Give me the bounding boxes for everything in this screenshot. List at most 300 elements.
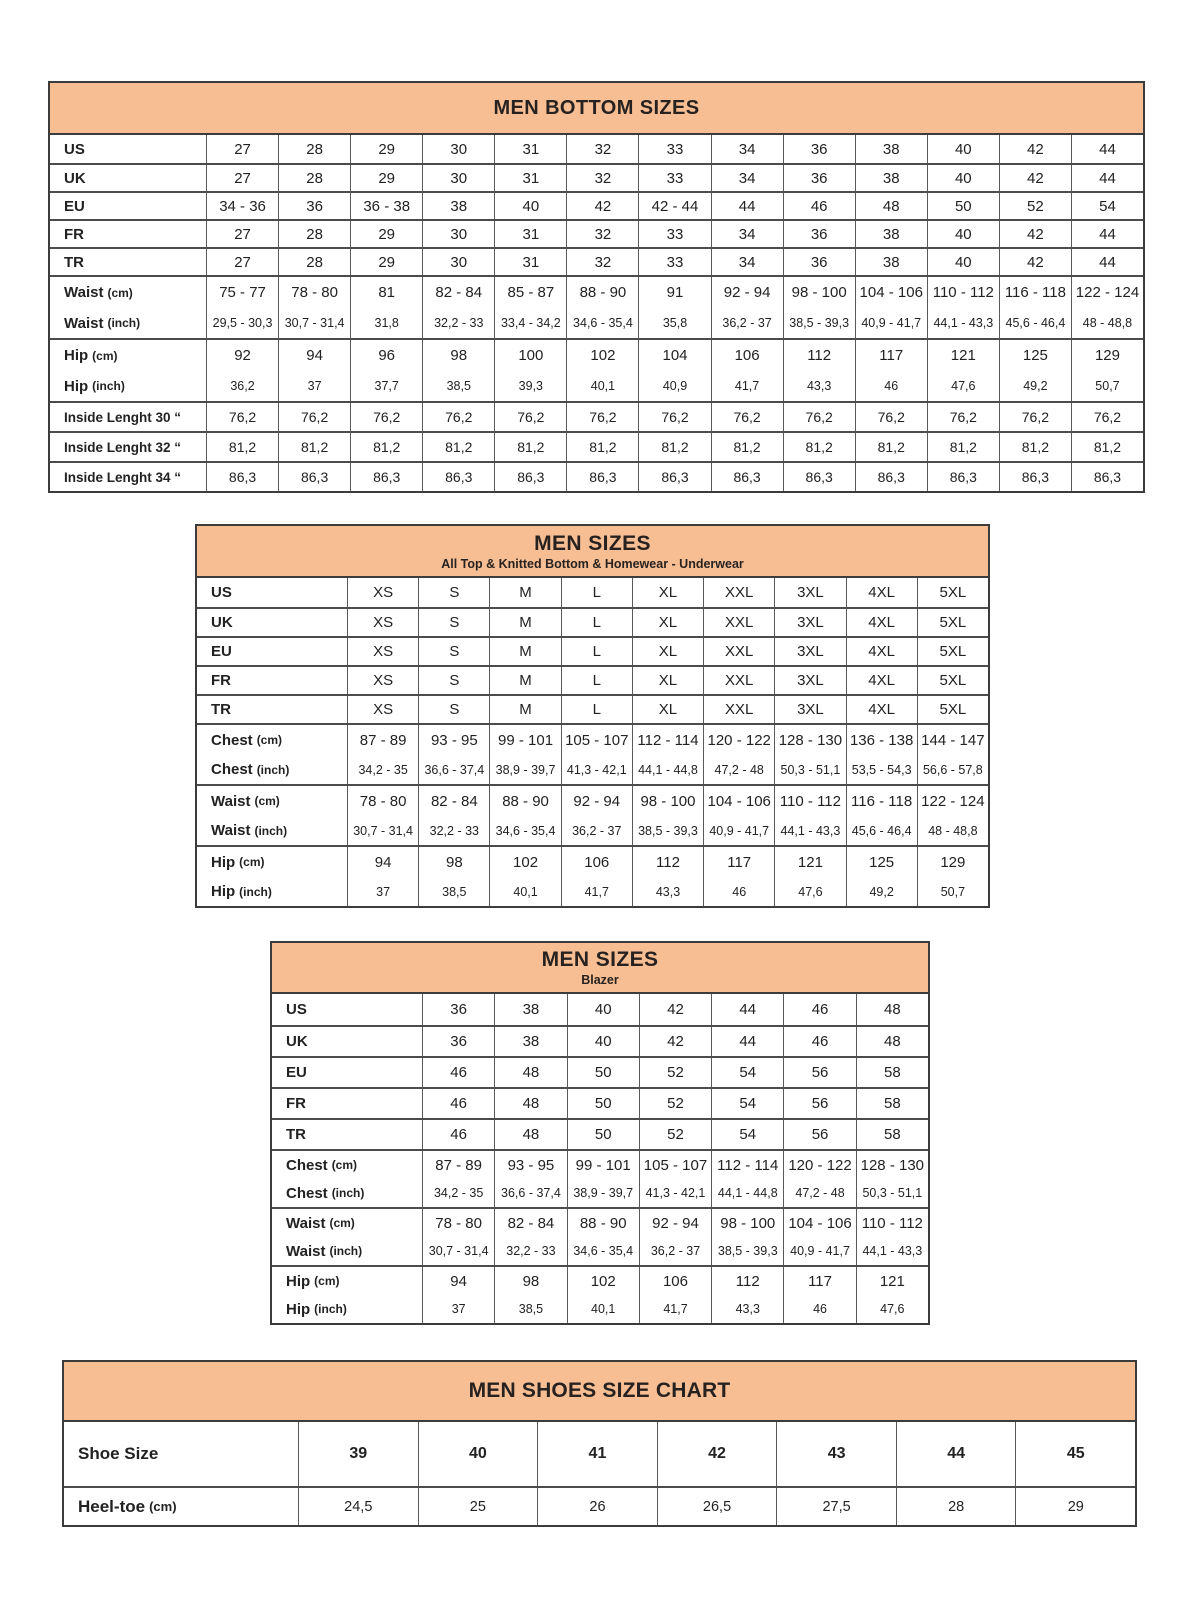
value-cell: 82 - 84 [422, 277, 494, 308]
value-cell: 82 - 84 [418, 786, 489, 816]
value-cell: 117 [783, 1267, 855, 1295]
value-cell: 5XL [917, 638, 988, 665]
value-cell: 112 [632, 847, 703, 877]
row-label [197, 877, 347, 906]
value-cell: 85 - 87 [494, 277, 566, 308]
value-cell: 76,2 [999, 403, 1071, 431]
row-label [50, 277, 206, 308]
value-cell: 110 - 112 [774, 786, 845, 816]
row-label-text: Inside Lenght 34 “ [64, 469, 182, 485]
value-cell: 42 [999, 135, 1071, 163]
value-cell: 26 [537, 1488, 657, 1525]
row-label [64, 1488, 298, 1525]
value-cell: 3XL [774, 609, 845, 636]
value-cell: 93 - 95 [494, 1151, 566, 1179]
row-label [272, 994, 422, 1025]
value-cell: 43,3 [711, 1295, 783, 1323]
value-cell: 117 [855, 340, 927, 371]
value-cell: XS [347, 578, 418, 607]
value-cell: XS [347, 667, 418, 694]
table-row [272, 1118, 928, 1149]
row-label-unit: (cm) [331, 1158, 358, 1172]
table-row [272, 1295, 928, 1323]
value-cell: 40,9 - 41,7 [703, 816, 774, 845]
value-cell: 92 [206, 340, 278, 371]
row-label-text: Hip [286, 1272, 311, 1290]
value-cell: 81,2 [783, 433, 855, 461]
value-cell: XL [632, 667, 703, 694]
value-cell: 41 [537, 1422, 657, 1486]
value-cell: 38 [494, 1027, 566, 1056]
value-cell: 41,7 [711, 371, 783, 401]
value-cell: 44 [1071, 165, 1143, 191]
table-row [64, 1422, 1135, 1486]
table-row [272, 1179, 928, 1207]
value-cell: 81,2 [206, 433, 278, 461]
row-label [197, 786, 347, 816]
value-cell: 94 [278, 340, 350, 371]
value-cell: 76,2 [206, 403, 278, 431]
value-cell: 94 [422, 1267, 494, 1295]
value-cell: 5XL [917, 609, 988, 636]
value-cell: 44 [711, 1027, 783, 1056]
value-cell: S [418, 578, 489, 607]
value-cell: 88 - 90 [566, 277, 638, 308]
value-cell: 42 [999, 249, 1071, 275]
value-cell: 47,6 [774, 877, 845, 906]
value-cell: 38,5 - 39,3 [632, 816, 703, 845]
table-row [197, 877, 988, 906]
row-label-text: Chest [286, 1156, 328, 1174]
value-cell: XXL [703, 696, 774, 723]
value-cell: M [489, 578, 560, 607]
value-cell: 86,3 [206, 463, 278, 491]
table-row [197, 755, 988, 784]
row-label [272, 1027, 422, 1056]
value-cell: 43 [776, 1422, 896, 1486]
value-cell: 52 [639, 1058, 711, 1087]
value-cell: M [489, 667, 560, 694]
table-row [197, 578, 988, 607]
value-cell: 41,3 - 42,1 [561, 755, 632, 784]
row-label-unit: (cm) [314, 1274, 340, 1288]
value-cell: 48 - 48,8 [917, 816, 988, 845]
value-cell: 125 [846, 847, 917, 877]
value-cell: 81,2 [711, 433, 783, 461]
value-cell: 106 [561, 847, 632, 877]
table-row [197, 694, 988, 723]
value-cell: 81 [350, 277, 422, 308]
row-label [64, 1422, 298, 1486]
value-cell: XS [347, 638, 418, 665]
table-subtitle: All Top & Knitted Bottom & Homewear - Underwear [441, 556, 744, 571]
value-cell: 87 - 89 [422, 1151, 494, 1179]
value-cell: 96 [350, 340, 422, 371]
row-label-text: Heel-toe [78, 1496, 146, 1516]
value-cell: 32 [566, 249, 638, 275]
value-cell: 33 [638, 135, 710, 163]
value-cell: 86,3 [638, 463, 710, 491]
value-cell: 39 [298, 1422, 418, 1486]
value-cell: 129 [917, 847, 988, 877]
table-row [272, 1207, 928, 1237]
value-cell: 33 [638, 221, 710, 247]
row-label [272, 1089, 422, 1118]
value-cell: 40,9 [638, 371, 710, 401]
row-label [197, 609, 347, 636]
row-label-text: Hip [211, 853, 236, 871]
value-cell: 28 [278, 135, 350, 163]
value-cell: 37 [278, 371, 350, 401]
value-cell: 86,3 [999, 463, 1071, 491]
value-cell: 105 - 107 [639, 1151, 711, 1179]
row-label-unit: (inch) [239, 884, 272, 899]
table-header [272, 943, 928, 994]
row-label [272, 1120, 422, 1149]
value-cell: 56 [783, 1058, 855, 1087]
value-cell: 40 [567, 1027, 639, 1056]
row-label-text: Inside Lenght 30 “ [64, 409, 182, 425]
value-cell: 48 [494, 1058, 566, 1087]
value-cell: 75 - 77 [206, 277, 278, 308]
value-cell: 38 [422, 193, 494, 219]
row-label-unit: (cm) [107, 285, 133, 300]
value-cell: 46 [422, 1120, 494, 1149]
value-cell: XL [632, 638, 703, 665]
value-cell: 86,3 [494, 463, 566, 491]
value-cell: 4XL [846, 667, 917, 694]
value-cell: XXL [703, 667, 774, 694]
value-cell: 36,2 - 37 [561, 816, 632, 845]
value-cell: 110 - 112 [927, 277, 999, 308]
value-cell: 34,6 - 35,4 [566, 308, 638, 338]
value-cell: 82 - 84 [494, 1209, 566, 1237]
value-cell: 38 [855, 135, 927, 163]
table-row [197, 665, 988, 694]
value-cell: 37 [422, 1295, 494, 1323]
value-cell: 5XL [917, 578, 988, 607]
table-row [197, 784, 988, 816]
value-cell: L [561, 667, 632, 694]
table-header [50, 83, 1143, 135]
value-cell: 36 [783, 165, 855, 191]
value-cell: 44 [1071, 221, 1143, 247]
value-cell: L [561, 696, 632, 723]
value-cell: 31,8 [350, 308, 422, 338]
row-label-text: Waist [286, 1214, 326, 1232]
value-cell: 29,5 - 30,3 [206, 308, 278, 338]
value-cell: 50,7 [1071, 371, 1143, 401]
table-row [50, 275, 1143, 308]
row-label-text: US [64, 140, 85, 158]
value-cell: XL [632, 578, 703, 607]
value-cell: 54 [711, 1058, 783, 1087]
value-cell: 38,9 - 39,7 [489, 755, 560, 784]
row-label-text: UK [286, 1033, 308, 1050]
value-cell: 121 [774, 847, 845, 877]
value-cell: 3XL [774, 638, 845, 665]
value-cell: 106 [711, 340, 783, 371]
value-cell: 86,3 [711, 463, 783, 491]
value-cell: L [561, 578, 632, 607]
value-cell: 28 [278, 249, 350, 275]
value-cell: 45 [1015, 1422, 1135, 1486]
value-cell: 86,3 [350, 463, 422, 491]
value-cell: 116 - 118 [846, 786, 917, 816]
row-label [272, 1179, 422, 1207]
value-cell: 50,3 - 51,1 [856, 1179, 928, 1207]
value-cell: 99 - 101 [489, 725, 560, 755]
value-cell: 38,9 - 39,7 [567, 1179, 639, 1207]
value-cell: 88 - 90 [567, 1209, 639, 1237]
value-cell: 46 [422, 1089, 494, 1118]
value-cell: 98 [422, 340, 494, 371]
value-cell: 31 [494, 221, 566, 247]
value-cell: 42 [639, 994, 711, 1025]
value-cell: 128 - 130 [856, 1151, 928, 1179]
value-cell: 48 [855, 193, 927, 219]
row-label-text: Inside Lenght 32 “ [64, 439, 182, 455]
row-label-text: FR [211, 672, 231, 689]
table-title: MEN BOTTOM SIZES [493, 96, 700, 119]
value-cell: 42 [999, 165, 1071, 191]
row-label-text: Shoe Size [78, 1444, 159, 1463]
value-cell: 34 [711, 165, 783, 191]
value-cell: 87 - 89 [347, 725, 418, 755]
value-cell: 50,7 [917, 877, 988, 906]
value-cell: 81,2 [566, 433, 638, 461]
value-cell: 30 [422, 165, 494, 191]
row-label [197, 725, 347, 755]
value-cell: 25 [418, 1488, 538, 1525]
value-cell: L [561, 609, 632, 636]
value-cell: 43,3 [632, 877, 703, 906]
value-cell: 30,7 - 31,4 [278, 308, 350, 338]
value-cell: 52 [639, 1089, 711, 1118]
table-row [50, 338, 1143, 371]
value-cell: 81,2 [350, 433, 422, 461]
value-cell: 32,2 - 33 [422, 308, 494, 338]
row-label-text: Waist [64, 314, 104, 332]
value-cell: 36,6 - 37,4 [418, 755, 489, 784]
row-label-text: Hip [64, 347, 89, 364]
row-label-unit: (inch) [256, 762, 290, 777]
value-cell: 36 [422, 994, 494, 1025]
value-cell: 43,3 [783, 371, 855, 401]
value-cell: 42 [566, 193, 638, 219]
value-cell: XXL [703, 578, 774, 607]
value-cell: 81,2 [1071, 433, 1143, 461]
value-cell: 102 [566, 340, 638, 371]
value-cell: 32 [566, 165, 638, 191]
value-cell: 81,2 [638, 433, 710, 461]
value-cell: 81,2 [422, 433, 494, 461]
value-cell: XS [347, 609, 418, 636]
row-label [50, 463, 206, 491]
value-cell: 3XL [774, 696, 845, 723]
value-cell: 49,2 [999, 371, 1071, 401]
value-cell: 33 [638, 165, 710, 191]
table-title: MEN SIZES [541, 948, 659, 971]
row-label-unit: (inch) [107, 316, 141, 330]
row-label-unit: (cm) [329, 1216, 355, 1230]
value-cell: 76,2 [278, 403, 350, 431]
row-label [272, 1209, 422, 1237]
row-label [197, 847, 347, 877]
value-cell: 34,6 - 35,4 [489, 816, 560, 845]
value-cell: 44,1 - 43,3 [856, 1237, 928, 1265]
value-cell: 81,2 [855, 433, 927, 461]
value-cell: 46 [783, 994, 855, 1025]
table-row [50, 461, 1143, 491]
value-cell: 38,5 [494, 1295, 566, 1323]
row-label-unit: (cm) [239, 855, 265, 869]
value-cell: 41,7 [561, 877, 632, 906]
value-cell: 129 [1071, 340, 1143, 371]
value-cell: 34 [711, 221, 783, 247]
row-label-text: Hip [286, 1300, 311, 1318]
row-label [50, 403, 206, 431]
value-cell: 34 [711, 135, 783, 163]
value-cell: 78 - 80 [422, 1209, 494, 1237]
value-cell: 56 [783, 1120, 855, 1149]
value-cell: 92 - 94 [561, 786, 632, 816]
row-label-unit: (cm) [254, 794, 280, 808]
row-label [272, 1295, 422, 1323]
value-cell: 76,2 [783, 403, 855, 431]
value-cell: 104 [638, 340, 710, 371]
table-row [272, 994, 928, 1025]
value-cell: 98 - 100 [632, 786, 703, 816]
row-label-text: Hip [64, 377, 89, 395]
table-row [272, 1237, 928, 1265]
row-label-text: FR [286, 1095, 306, 1112]
value-cell: 34 - 36 [206, 193, 278, 219]
value-cell: 3XL [774, 667, 845, 694]
value-cell: S [418, 609, 489, 636]
row-label-unit: (cm) [149, 1499, 177, 1514]
value-cell: 44 [1071, 249, 1143, 275]
value-cell: 81,2 [278, 433, 350, 461]
value-cell: 86,3 [1071, 463, 1143, 491]
value-cell: 93 - 95 [418, 725, 489, 755]
row-label [272, 1058, 422, 1087]
value-cell: 120 - 122 [783, 1151, 855, 1179]
value-cell: 44,1 - 44,8 [632, 755, 703, 784]
table-body [50, 135, 1143, 491]
value-cell: 26,5 [657, 1488, 777, 1525]
value-cell: 31 [494, 165, 566, 191]
value-cell: 104 - 106 [855, 277, 927, 308]
value-cell: M [489, 609, 560, 636]
value-cell: 112 - 114 [711, 1151, 783, 1179]
row-label [50, 221, 206, 247]
value-cell: 47,6 [856, 1295, 928, 1323]
value-cell: 76,2 [1071, 403, 1143, 431]
value-cell: 76,2 [566, 403, 638, 431]
value-cell: 40,9 - 41,7 [783, 1237, 855, 1265]
value-cell: 41,7 [639, 1295, 711, 1323]
value-cell: 122 - 124 [917, 786, 988, 816]
row-label-text: EU [64, 197, 85, 215]
value-cell: 104 - 106 [703, 786, 774, 816]
value-cell: 45,6 - 46,4 [999, 308, 1071, 338]
value-cell: XXL [703, 638, 774, 665]
value-cell: M [489, 696, 560, 723]
row-label-text: Chest [286, 1184, 328, 1202]
value-cell: 30 [422, 249, 494, 275]
row-label [272, 1237, 422, 1265]
value-cell: 37,7 [350, 371, 422, 401]
value-cell: 38,5 - 39,3 [711, 1237, 783, 1265]
row-label [272, 1267, 422, 1295]
table-row [197, 607, 988, 636]
value-cell: 29 [350, 135, 422, 163]
value-cell: 52 [999, 193, 1071, 219]
table-row [50, 135, 1143, 163]
value-cell: 78 - 80 [347, 786, 418, 816]
value-cell: 5XL [917, 696, 988, 723]
value-cell: 50 [567, 1058, 639, 1087]
value-cell: 76,2 [422, 403, 494, 431]
value-cell: 44 [896, 1422, 1016, 1486]
table-row [197, 636, 988, 665]
value-cell: 36,2 - 37 [711, 308, 783, 338]
row-label-text: Waist [64, 284, 104, 301]
value-cell: 28 [278, 221, 350, 247]
row-label [272, 1151, 422, 1179]
row-label [197, 578, 347, 607]
value-cell: 44 [711, 994, 783, 1025]
table-header [197, 526, 988, 578]
value-cell: 38 [855, 221, 927, 247]
value-cell: 29 [1015, 1488, 1135, 1525]
value-cell: 34,6 - 35,4 [567, 1237, 639, 1265]
value-cell: 46 [422, 1058, 494, 1087]
value-cell: 110 - 112 [856, 1209, 928, 1237]
table-row [50, 219, 1143, 247]
row-label-unit: (inch) [314, 1302, 347, 1316]
value-cell: 94 [347, 847, 418, 877]
value-cell: 116 - 118 [999, 277, 1071, 308]
row-label [50, 135, 206, 163]
table-row [197, 816, 988, 845]
value-cell: 4XL [846, 609, 917, 636]
table-row [197, 723, 988, 755]
value-cell: 98 [418, 847, 489, 877]
value-cell: 34,2 - 35 [347, 755, 418, 784]
value-cell: 3XL [774, 578, 845, 607]
table-men-bottom-sizes [48, 81, 1145, 493]
row-label-text: TR [64, 253, 84, 271]
table-row [50, 163, 1143, 191]
value-cell: 28 [896, 1488, 1016, 1525]
value-cell: 38 [494, 994, 566, 1025]
row-label-text: FR [64, 225, 84, 243]
value-cell: 29 [350, 249, 422, 275]
value-cell: 81,2 [494, 433, 566, 461]
value-cell: S [418, 638, 489, 665]
value-cell: 91 [638, 277, 710, 308]
value-cell: 54 [1071, 193, 1143, 219]
table-body [64, 1422, 1135, 1525]
value-cell: 46 [783, 1027, 855, 1056]
value-cell: M [489, 638, 560, 665]
value-cell: 44 [711, 193, 783, 219]
table-row [272, 1025, 928, 1056]
value-cell: 34,2 - 35 [422, 1179, 494, 1207]
row-label-text: Chest [211, 761, 253, 778]
